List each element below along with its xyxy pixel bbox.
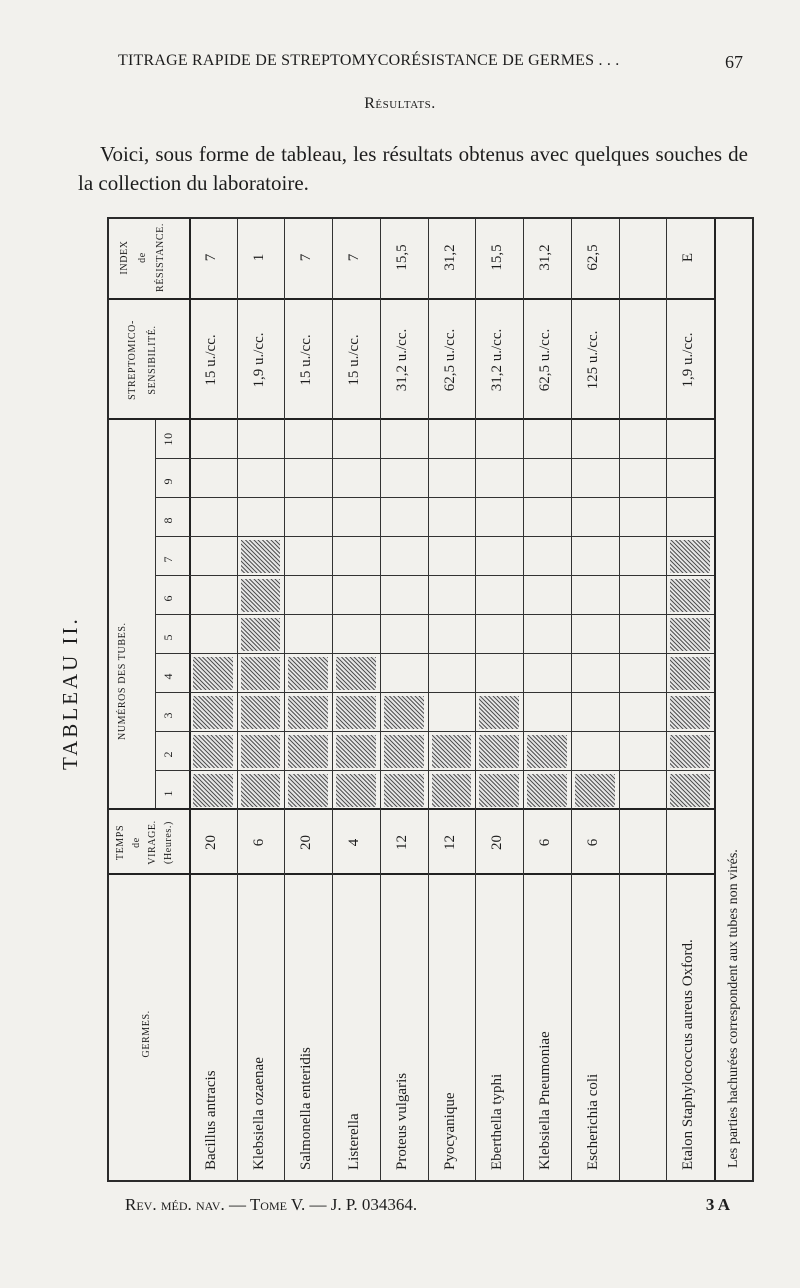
- germ-name: Escherichia coli: [584, 1073, 601, 1170]
- germ-name: Eberthella typhi: [489, 1073, 506, 1170]
- hatched-tube: [479, 735, 519, 768]
- results-table: [107, 217, 754, 1182]
- column-rule: [109, 808, 714, 810]
- tube-number: 3: [161, 711, 175, 719]
- hatched-tube: [527, 735, 567, 768]
- sensibilite-value: 62,5 u./cc.: [441, 328, 458, 392]
- germ-name: Klebsiella ozaenae: [250, 1057, 267, 1170]
- index-value: 62,5: [584, 244, 601, 271]
- temps-header-line: VIRAGE.: [147, 820, 158, 865]
- hatched-tube: [193, 696, 233, 729]
- index-value: 1: [250, 253, 267, 262]
- column-rule: [109, 418, 714, 420]
- sensibilite-value: 15 u./cc.: [346, 334, 363, 386]
- tube-number: 8: [161, 516, 175, 524]
- hatched-tube: [288, 696, 328, 729]
- tube-rule: [155, 614, 714, 615]
- hatched-tube: [241, 657, 281, 690]
- index-value: 15,5: [489, 244, 506, 271]
- header-rule: [189, 219, 191, 1180]
- temps-value: 4: [346, 838, 363, 847]
- temps-header-line: (Heures.): [163, 821, 174, 864]
- sensibilite-value: 125 u./cc.: [584, 330, 601, 390]
- column-rule: [109, 298, 714, 300]
- temps-header-line: de: [131, 837, 142, 848]
- sensibilite-value: 15 u./cc.: [298, 334, 315, 386]
- germ-name: Pyocyanique: [441, 1092, 458, 1170]
- hatched-tube: [241, 735, 281, 768]
- row-rule: [666, 219, 667, 1180]
- temps-value: 20: [202, 835, 219, 850]
- row-rule: [475, 219, 476, 1180]
- hatched-tube: [241, 774, 281, 807]
- sensibilite-value: 1,9 u./cc.: [680, 332, 697, 388]
- index-value: E: [680, 252, 697, 263]
- index-header-line: de: [137, 252, 148, 263]
- hatched-tube: [670, 696, 710, 729]
- hatched-tube: [384, 735, 424, 768]
- hatched-tube: [336, 657, 376, 690]
- hatched-tube: [432, 735, 472, 768]
- sensibilite-value: 1,9 u./cc.: [250, 332, 267, 388]
- sensibilite-value: 31,2 u./cc.: [393, 328, 410, 392]
- hatched-tube: [479, 774, 519, 807]
- tube-number: 1: [161, 789, 175, 797]
- tube-rule: [155, 497, 714, 498]
- index-value: 7: [298, 253, 315, 262]
- hatched-tube: [193, 735, 233, 768]
- hatched-tube: [575, 774, 615, 807]
- footer-signature: 3 A: [705, 1195, 730, 1214]
- tube-rule: [155, 770, 714, 771]
- tube-number: 6: [161, 594, 175, 602]
- row-rule: [332, 219, 333, 1180]
- footnote-rule: [714, 219, 716, 1180]
- germ-name: Proteus vulgaris: [393, 1072, 410, 1170]
- running-title: TITRAGE RAPIDE DE STREPTOMYCORÉSISTANCE DE GERMES . . .: [118, 52, 620, 69]
- intro-paragraph: Voici, sous forme de tableau, les résultats obtenus avec quelques souches de la collection du laboratoire.: [78, 142, 748, 195]
- index-value: 7: [346, 253, 363, 262]
- table-wrapper: [107, 217, 754, 1182]
- index-value: 31,2: [441, 244, 458, 271]
- sensibilite-header-line: STREPTOMICO-: [127, 320, 138, 400]
- hatched-tube: [241, 540, 281, 573]
- germ-name: Salmonella enteridis: [298, 1047, 315, 1170]
- index-header-line: INDEX: [119, 240, 130, 275]
- tube-rule: [155, 731, 714, 732]
- hatched-tube: [241, 579, 281, 612]
- hatched-tube: [384, 696, 424, 729]
- tube-number: 2: [161, 750, 175, 758]
- row-rule: [619, 219, 620, 1180]
- temps-value: 12: [441, 835, 458, 850]
- germ-name: Bacillus antracis: [202, 1070, 219, 1170]
- tube-number: 7: [161, 555, 175, 563]
- footer-reference: Rev. méd. nav. — Tome V. — J. P. 034364.: [125, 1195, 418, 1214]
- germ-name: Klebsiella Pneumoniae: [536, 1031, 553, 1170]
- hatched-tube: [670, 618, 710, 651]
- tube-number: 9: [161, 477, 175, 485]
- temps-value: 6: [584, 838, 601, 847]
- hatched-tube: [670, 735, 710, 768]
- temps-header-line: TEMPS: [115, 824, 126, 861]
- tube-rule: [155, 536, 714, 537]
- temps-value: 6: [250, 838, 267, 847]
- hatched-tube: [670, 657, 710, 690]
- hatched-tube: [336, 696, 376, 729]
- tubes-subheader-rule: [155, 420, 156, 810]
- temps-value: 20: [298, 835, 315, 850]
- temps-value: 20: [489, 835, 506, 850]
- tube-rule: [155, 575, 714, 576]
- index-value: 7: [202, 253, 219, 262]
- tube-rule: [155, 653, 714, 654]
- hatched-tube: [336, 735, 376, 768]
- tube-rule: [155, 692, 714, 693]
- hatched-tube: [288, 774, 328, 807]
- germes-header: GERMES.: [141, 1010, 152, 1058]
- hatched-tube: [336, 774, 376, 807]
- row-rule: [571, 219, 572, 1180]
- section-title: Résultats.: [364, 95, 436, 112]
- temps-value: 12: [393, 835, 410, 850]
- hatched-tube: [670, 540, 710, 573]
- hatched-tube: [479, 696, 519, 729]
- tube-rule: [155, 458, 714, 459]
- hatched-tube: [193, 774, 233, 807]
- sensibilite-value: 31,2 u./cc.: [489, 328, 506, 392]
- index-header-line: RÉSISTANCE.: [155, 223, 166, 292]
- hatched-tube: [527, 774, 567, 807]
- sensibilite-value: 15 u./cc.: [202, 334, 219, 386]
- hatched-tube: [384, 774, 424, 807]
- row-rule: [380, 219, 381, 1180]
- hatched-tube: [432, 774, 472, 807]
- temps-value: 6: [536, 838, 553, 847]
- page-footer: [125, 1195, 730, 1221]
- table-label: TABLEAU II.: [58, 616, 82, 770]
- row-rule: [428, 219, 429, 1180]
- germ-name: Listerella: [346, 1113, 363, 1170]
- row-rule: [237, 219, 238, 1180]
- tubes-group-header: NUMÉROS DES TUBES.: [117, 622, 128, 740]
- hatched-tube: [670, 579, 710, 612]
- hatched-tube: [288, 657, 328, 690]
- index-value: 31,2: [536, 244, 553, 271]
- page-number: 67: [725, 52, 743, 72]
- tube-number: 10: [161, 432, 175, 446]
- hatched-tube: [670, 774, 710, 807]
- tube-number: 5: [161, 633, 175, 641]
- index-value: 15,5: [393, 244, 410, 271]
- tube-number: 4: [161, 672, 175, 680]
- running-head: [118, 52, 743, 76]
- hatched-tube: [241, 696, 281, 729]
- sensibilite-header-line: SENSIBILITÉ.: [147, 325, 158, 395]
- row-rule: [284, 219, 285, 1180]
- sensibilite-value: 62,5 u./cc.: [536, 328, 553, 392]
- hatched-tube: [288, 735, 328, 768]
- hatched-tube: [241, 618, 281, 651]
- germ-name: Etalon Staphylococcus aureus Oxford.: [680, 939, 697, 1170]
- table-footnote: Les parties hachurées correspondent aux tubes non virés.: [726, 849, 741, 1168]
- column-rule: [109, 873, 714, 875]
- hatched-tube: [193, 657, 233, 690]
- row-rule: [523, 219, 524, 1180]
